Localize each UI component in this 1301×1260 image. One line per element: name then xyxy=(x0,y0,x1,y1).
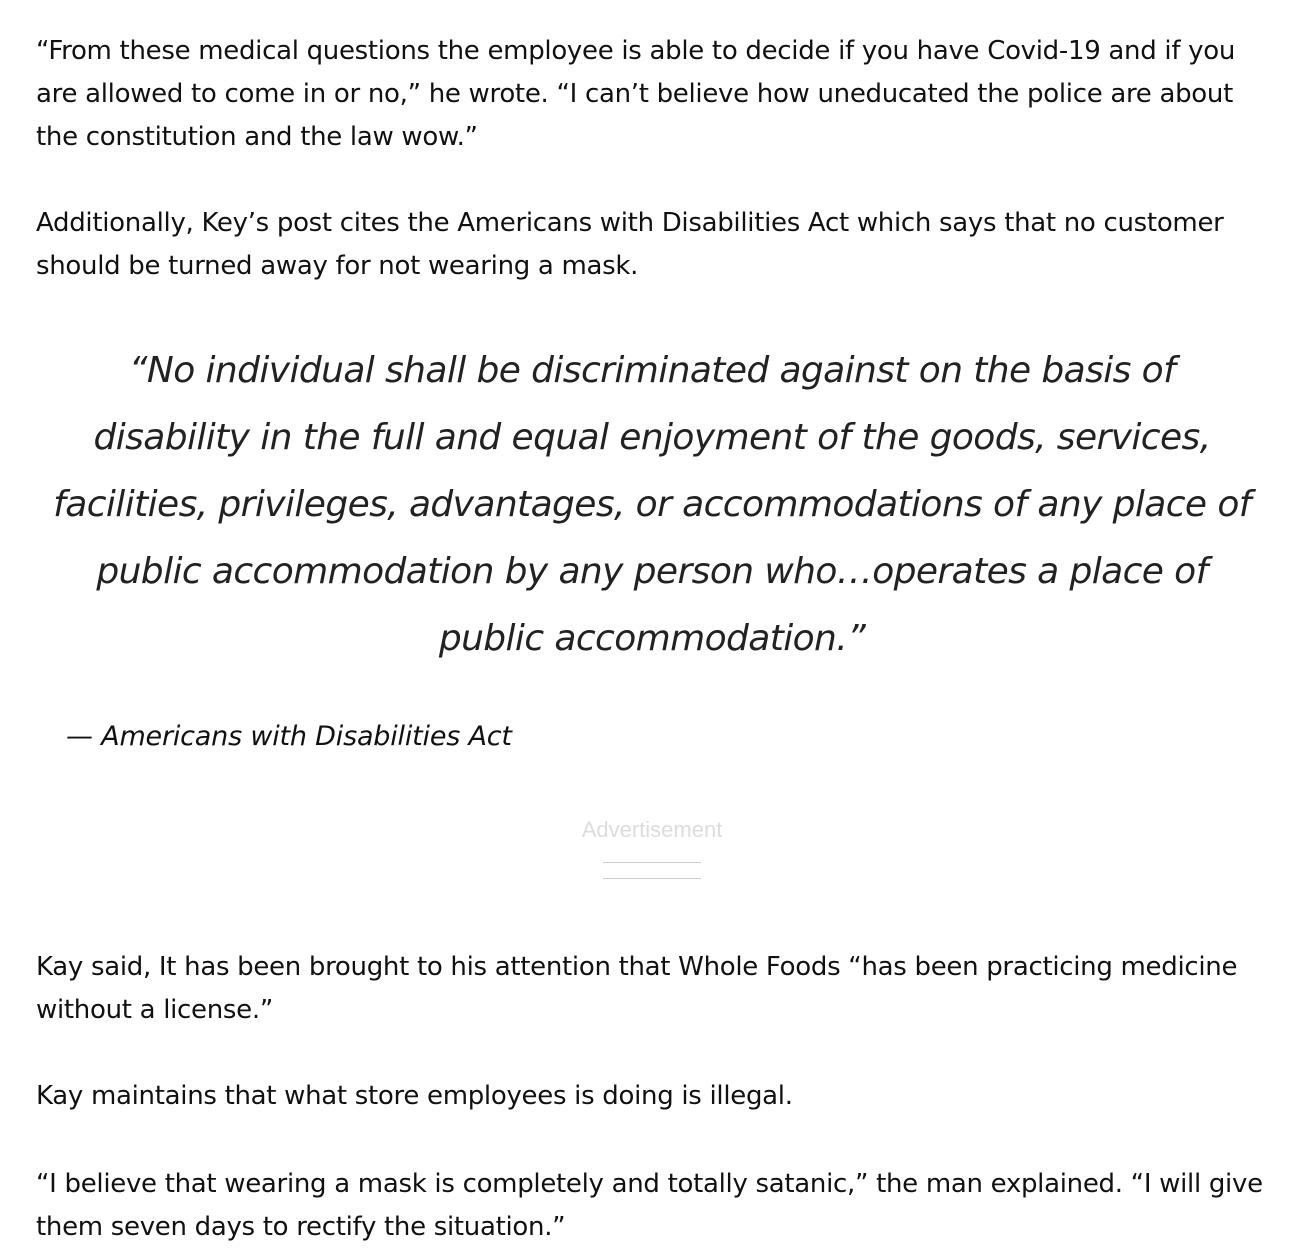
advertisement-divider xyxy=(603,878,701,879)
article-body xyxy=(36,30,1268,1249)
article-paragraph: “From these medical questions the employee is able to decide if you have Covid-19 and if you are allowed to come in or no,” he wrote. “I can’t believe how uneducated the police are about the constitution and the law wow.” xyxy=(36,36,1236,152)
article-paragraph: Kay said, It has been brought to his attention that Whole Foods “has been practicing medicine without a license.” xyxy=(36,952,1238,1025)
quote-text: “No individual shall be discriminated against on the basis of disability in the full and equal enjoyment of the goods, services, facilities, privileges, advantages, or accommodations of any place of public accommodation by any person who…operates a place of public accommodation.” xyxy=(53,350,1251,659)
article-paragraph: Kay maintains that what store employees is doing is illegal. xyxy=(36,1081,793,1111)
article-paragraph: Additionally, Key’s post cites the Americans with Disabilities Act which says that no customer should be turned away for not wearing a mask. xyxy=(36,208,1224,281)
advertisement-label: Advertisement xyxy=(581,817,723,842)
quote-source: — Americans with Disabilities Act xyxy=(66,721,512,752)
advertisement-divider xyxy=(603,862,701,863)
advertisement-slot xyxy=(502,816,802,896)
article-paragraph: “I believe that wearing a mask is completely and totally satanic,” the man explained. “I will give them seven days to rectify the situation.” xyxy=(36,1169,1263,1242)
pull-quote xyxy=(36,337,1268,754)
